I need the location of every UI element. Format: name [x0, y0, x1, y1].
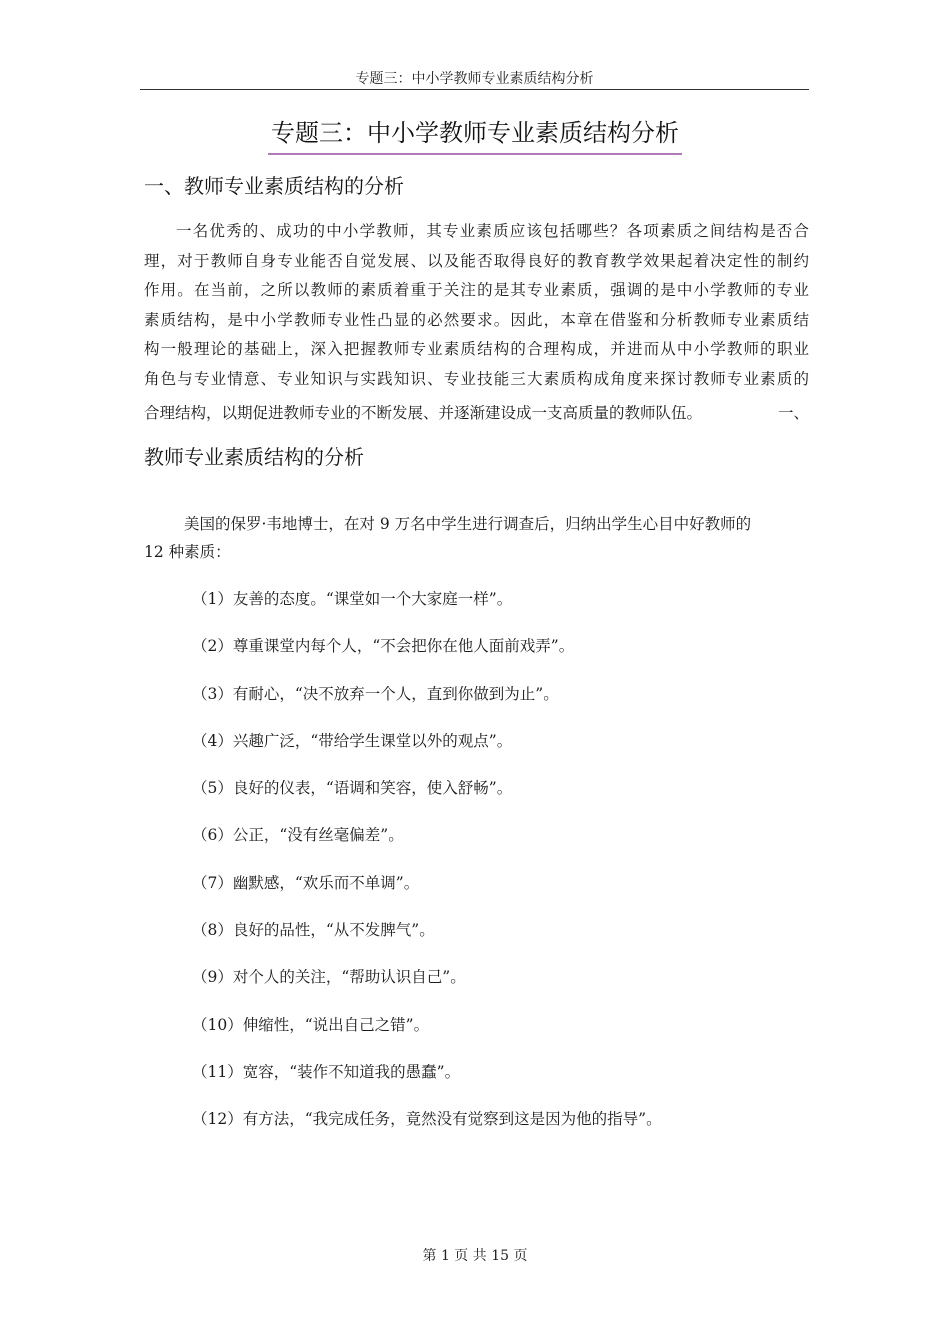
list-item: （4）兴趣广泛，“带给学生课堂以外的观点”。	[192, 731, 513, 750]
section-heading-2: 教师专业素质结构的分析	[144, 445, 364, 469]
survey-paragraph	[144, 510, 809, 566]
inline-heading-prefix: 一、	[777, 404, 809, 422]
intro-line: 角色与专业情意、专业知识与实践知识、专业技能三大素质构成角度来探讨教师专业素质的	[144, 369, 809, 388]
header-divider	[140, 89, 809, 90]
intro-line: 理，对于教师自身专业能否自觉发展、以及能否取得良好的教育教学效果起着决定性的制约	[144, 251, 809, 270]
section-heading-1: 一、教师专业素质结构的分析	[144, 174, 404, 198]
qualities-list	[192, 586, 812, 1154]
intro-line: 作用。在当前，之所以教师的素质着重于关注的是其专业素质，强调的是中小学教师的专业	[144, 281, 809, 299]
list-item: （10）伸缩性，“说出自己之错”。	[192, 1015, 430, 1034]
document-title-text: 专题三：中小学教师专业素质结构分析	[268, 116, 682, 155]
intro-paragraph	[144, 217, 809, 432]
list-item: （1）友善的态度。“课堂如一个大家庭一样”。	[192, 590, 513, 608]
list-item: （11）宽容，“装作不知道我的愚蠢”。	[192, 1062, 461, 1081]
list-item: （8）良好的品性，“从不发脾气”。	[192, 921, 435, 940]
intro-line: 构一般理论的基础上，深入把握教师专业素质结构的合理构成，并进而从中小学教师的职业	[144, 340, 809, 358]
document-title	[0, 116, 950, 155]
list-item: （6）公正，“没有丝毫偏差”。	[192, 826, 404, 845]
intro-line: 素质结构，是中小学教师专业性凸显的必然要求。因此，本章在借鉴和分析教师专业素质结	[144, 310, 809, 329]
page-footer: 第 1 页 共 15 页	[422, 1248, 528, 1264]
list-item: （2）尊重课堂内每个人，“不会把你在他人面前戏弄”。	[192, 637, 575, 656]
list-item: （9）对个人的关注，“帮助认识自己”。	[192, 968, 466, 987]
list-item: （5）良好的仪表，“语调和笑容，使入舒畅”。	[192, 779, 513, 798]
survey-line: 12 种素质：	[144, 543, 231, 561]
running-header: 专题三：中小学教师专业素质结构分析	[355, 71, 594, 87]
list-item: （7）幽默感，“欢乐而不单调”。	[192, 873, 420, 892]
intro-line: 合理结构，以期促进教师专业的不断发展、并逐渐建设成一支高质量的教师队伍。	[144, 404, 703, 422]
list-item: （3）有耐心，“决不放弃一个人，直到你做到为止”。	[192, 684, 559, 703]
list-item: （12）有方法，“我完成任务，竟然没有觉察到这是因为他的指导”。	[192, 1110, 662, 1129]
intro-last-line	[144, 394, 809, 432]
intro-line: 一名优秀的、成功的中小学教师，其专业素质应该包括哪些？各项素质之间结构是否合	[176, 222, 809, 240]
survey-line: 美国的保罗·韦地博士，在对 9 万名中学生进行调查后，归纳出学生心目中好教师的	[184, 515, 752, 533]
